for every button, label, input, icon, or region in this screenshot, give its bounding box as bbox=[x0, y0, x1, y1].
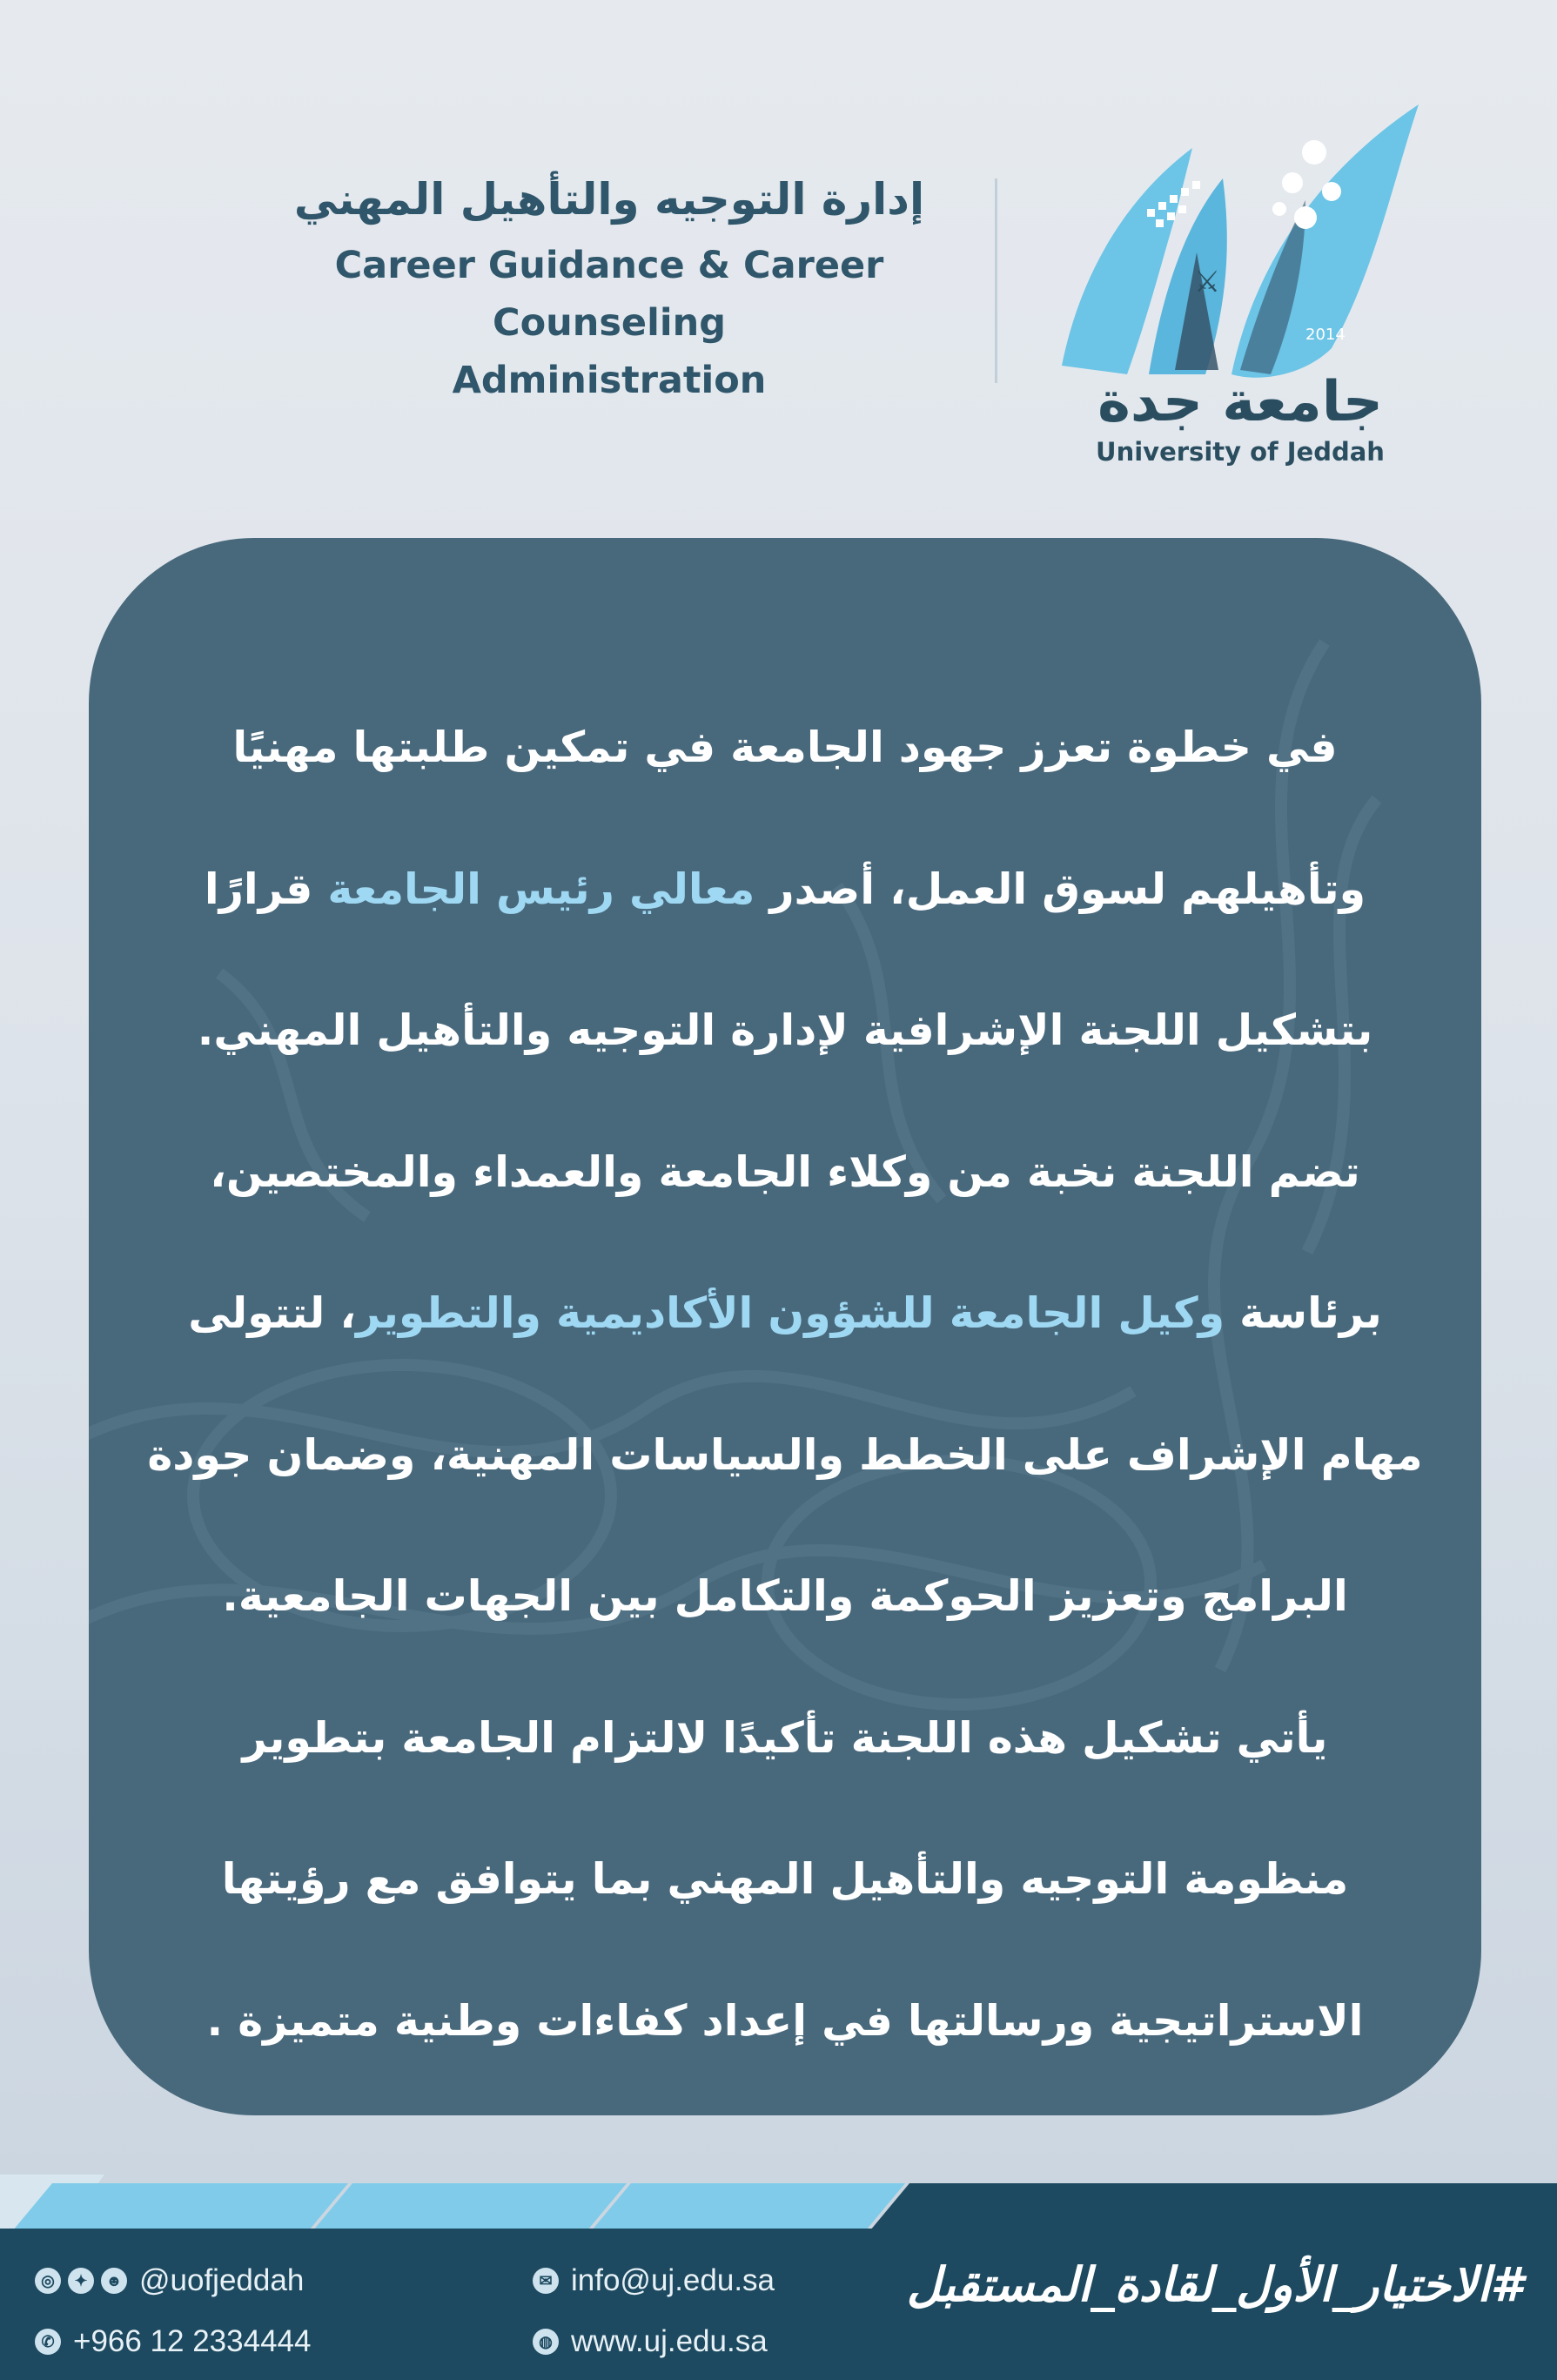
header bbox=[0, 0, 1557, 487]
announcement-line: الاستراتيجية ورسالتها في إعداد كفاءات وطنية متميزة . bbox=[206, 1995, 1364, 2046]
university-name-english: University of Jeddah bbox=[1096, 437, 1385, 467]
announcement-line: يأتي تشكيل هذه اللجنة تأكيدًا لالتزام الجامعة بتطوير bbox=[242, 1712, 1328, 1763]
header-divider bbox=[995, 178, 997, 383]
footer-hashtag: #الاختيار_الأول_لقادة_المستقبل bbox=[906, 2257, 1523, 2312]
department-title bbox=[235, 174, 983, 409]
email-icon: ✉ bbox=[533, 2268, 559, 2294]
instagram-icon[interactable]: ◎ bbox=[35, 2268, 61, 2294]
university-name-arabic: جامعة جدة bbox=[1097, 370, 1383, 434]
email-link[interactable] bbox=[533, 2263, 775, 2298]
announcement-card bbox=[89, 538, 1481, 2115]
announcement-line: تضم اللجنة نخبة من وكلاء الجامعة والعمداء والمختصين، bbox=[210, 1146, 1360, 1197]
announcement-line: مهام الإشراف على الخطط والسياسات المهنية، وضمان جودة bbox=[147, 1429, 1423, 1480]
announcement-line: برئاسة وكيل الجامعة للشؤون الأكاديمية والتطوير، لتتولى bbox=[188, 1288, 1382, 1338]
svg-text:2014: 2014 bbox=[1305, 326, 1346, 344]
phone-number[interactable]: +966 12 2334444 bbox=[73, 2324, 312, 2358]
phone-link[interactable] bbox=[35, 2324, 311, 2359]
globe-icon: ◍ bbox=[533, 2329, 559, 2355]
svg-text:⚔: ⚔ bbox=[1193, 265, 1221, 299]
announcement-line: وتأهيلهم لسوق العمل، أصدر معالي رئيس الجامعة قرارًا bbox=[204, 864, 1366, 914]
highlight-university-president: معالي رئيس الجامعة bbox=[327, 864, 755, 914]
footer bbox=[0, 2166, 1557, 2380]
announcement-line: البرامج وتعزيز الحوكمة والتكامل بين الجهات الجامعية. bbox=[222, 1571, 1348, 1621]
department-name-arabic: إدارة التوجيه والتأهيل المهني bbox=[293, 174, 925, 225]
twitter-icon[interactable]: ✦ bbox=[68, 2268, 94, 2294]
website-url[interactable]: www.uj.edu.sa bbox=[571, 2324, 768, 2358]
announcement-text bbox=[141, 677, 1429, 2092]
social-handle-link[interactable] bbox=[35, 2263, 304, 2298]
snapchat-icon[interactable]: ☻ bbox=[101, 2268, 127, 2294]
announcement-line: بتشكيل اللجنة الإشرافية لإدارة التوجيه والتأهيل المهني. bbox=[197, 1005, 1373, 1055]
university-logo bbox=[1044, 96, 1436, 383]
highlight-vice-president: وكيل الجامعة للشؤون الأكاديمية والتطوير bbox=[356, 1288, 1225, 1338]
department-name-english-line2: Administration bbox=[452, 359, 767, 402]
social-handle[interactable]: @uofjeddah bbox=[139, 2263, 305, 2297]
website-link[interactable] bbox=[533, 2324, 768, 2359]
department-name-english-line1: Career Guidance & Career Counseling bbox=[334, 244, 884, 345]
email-address[interactable]: info@uj.edu.sa bbox=[571, 2263, 775, 2297]
phone-icon: ✆ bbox=[35, 2329, 61, 2355]
announcement-line: منظومة التوجيه والتأهيل المهني بما يتوافق مع رؤيتها bbox=[221, 1854, 1349, 1904]
announcement-line: في خطوة تعزز جهود الجامعة في تمكين طلبتها مهنيًا bbox=[232, 723, 1338, 772]
